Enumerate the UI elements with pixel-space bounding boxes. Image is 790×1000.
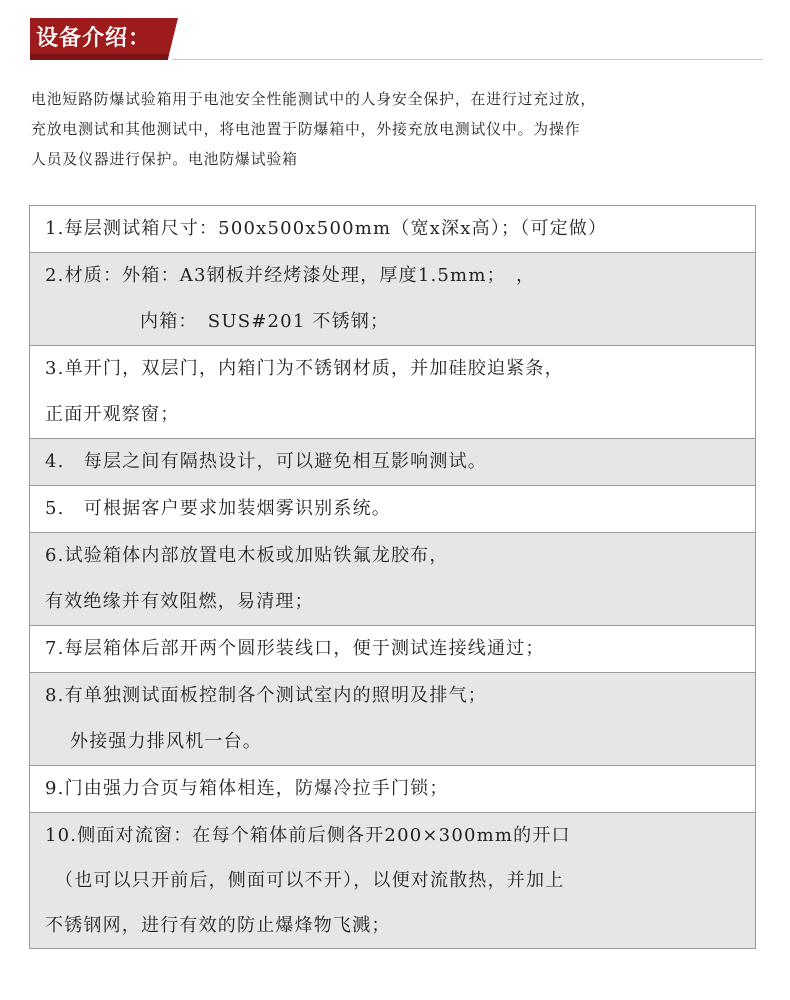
spec-text: 9.门由强力合页与箱体相连，防爆冷拉手门锁；	[45, 778, 449, 799]
spec-text: 5. 可根据客户要求加装烟雾识别系统。	[45, 498, 391, 519]
spec-row	[30, 532, 755, 625]
spec-text: 10.侧面对流窗：在每个箱体前后侧各开200×300mm的开口	[45, 825, 571, 846]
spec-row	[30, 485, 755, 532]
spec-row	[30, 345, 755, 438]
spec-text: 8.有单独测试面板控制各个测试室内的照明及排气；	[45, 685, 487, 706]
intro-line: 充放电测试和其他测试中，将电池置于防爆箱中，外接充放电测试仪中。为操作	[31, 121, 581, 138]
spec-row	[30, 206, 755, 252]
spec-text: 不锈钢网，进行有效的防止爆烽物飞溅；	[45, 915, 391, 936]
spec-text: 正面开观察窗；	[45, 404, 180, 425]
spec-text: 1.每层测试箱尺寸：500x500x500mm（宽x深x高）；（可定做）	[45, 218, 608, 239]
spec-text: 有效绝缘并有效阻燃，易清理；	[45, 591, 314, 612]
intro-line: 人员及仪器进行保护。电池防爆试验箱	[31, 151, 298, 168]
intro-line: 电池短路防爆试验箱用于电池安全性能测试中的人身安全保护，在进行过充过放，	[31, 91, 597, 108]
spec-text: 内箱： SUS#201 不锈钢；	[140, 311, 390, 332]
spec-text: 6.试验箱体内部放置电木板或加贴铁氟龙胶布，	[45, 545, 449, 566]
spec-text: （也可以只开前后，侧面可以不开），以便对流散热，并加上	[55, 870, 565, 891]
intro-paragraph	[31, 85, 761, 175]
spec-text: 7.每层箱体后部开两个圆形装线口，便于测试连接线通过；	[45, 638, 545, 659]
spec-row	[30, 438, 755, 485]
spec-row	[30, 672, 755, 765]
spec-text: 3.单开门，双层门，内箱门为不锈钢材质，并加硅胶迫紧条，	[45, 358, 564, 379]
spec-text: 2.材质：外箱：A3钢板并经烤漆处理，厚度1.5mm； ，	[45, 265, 536, 286]
spec-row	[30, 625, 755, 672]
title-divider	[172, 59, 762, 60]
spec-row	[30, 812, 755, 948]
spec-row	[30, 252, 755, 345]
spec-text: 4. 每层之间有隔热设计，可以避免相互影响测试。	[45, 451, 487, 472]
spec-text: 外接强力排风机一台。	[70, 731, 262, 752]
spec-table	[29, 205, 756, 949]
section-title: 设备介绍：	[36, 26, 152, 51]
spec-row	[30, 765, 755, 812]
